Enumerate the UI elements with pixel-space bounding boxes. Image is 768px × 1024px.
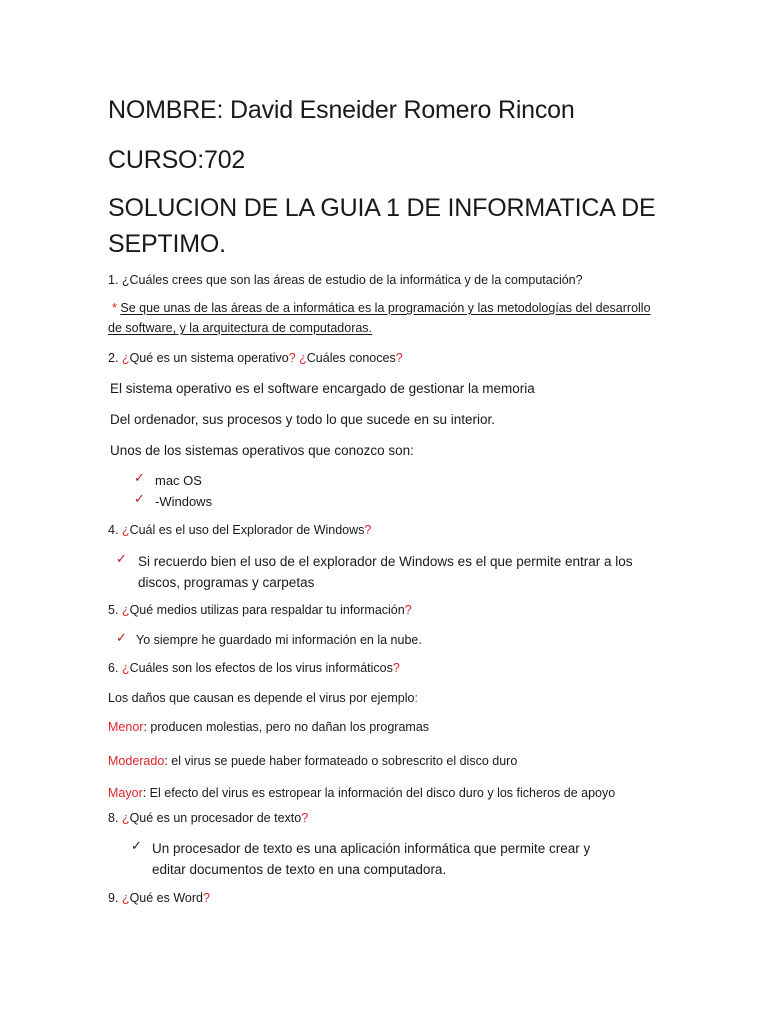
effect-menor (108, 721, 429, 734)
effect-menor-text: : producen molestias, pero no dañan los programas (143, 720, 430, 734)
question-5 (108, 604, 412, 617)
question-8-number: 8. (108, 811, 119, 825)
question-9-open-mark: ¿ (121, 891, 130, 905)
question-4-close-mark: ? (364, 523, 372, 537)
question-2 (108, 352, 403, 365)
question-6 (108, 662, 400, 675)
answer-2-line-1: El sistema operativo es el software encargado de gestionar la memoria (110, 381, 535, 396)
question-9 (108, 892, 210, 905)
effect-mayor-label: Mayor (108, 786, 143, 800)
answer-8-line-2: editar documentos de texto en una computadora. (152, 862, 447, 877)
question-9-close-mark: ? (202, 891, 210, 905)
answer-1-text-1: Se que unas de las áreas de a informática es la programación y las metodologías del desarrollo (120, 301, 651, 315)
question-4-number: 4. (108, 523, 119, 537)
question-5-close-mark: ? (404, 603, 412, 617)
answer-6-intro-colon: : (414, 691, 418, 705)
question-4-text: Cuál es el uso del Explorador de Windows (129, 523, 365, 537)
question-4-open-mark: ¿ (121, 523, 130, 537)
question-2-number: 2. (108, 351, 119, 365)
question-5-open-mark: ¿ (121, 603, 130, 617)
question-2-text-b: Cuáles conoces (306, 351, 396, 365)
effect-menor-label: Menor (108, 720, 144, 734)
answer-1-line-2: de software, y la arquitectura de computadoras. (108, 321, 373, 335)
question-6-number: 6. (108, 661, 119, 675)
question-8-text: Qué es un procesador de texto (129, 811, 302, 825)
question-9-number: 9. (108, 891, 119, 905)
question-2-open-mark: ¿ (121, 351, 130, 365)
question-8-close-mark: ? (301, 811, 309, 825)
effect-mayor (108, 787, 615, 800)
checkmark-icon: ✓ (134, 471, 145, 486)
effect-moderado-label: Moderado (108, 754, 165, 768)
question-2-close-mark: ? (288, 351, 296, 365)
answer-1-star: * (112, 301, 117, 315)
checkmark-icon: ✓ (134, 492, 145, 507)
question-6-close-mark: ? (392, 661, 400, 675)
checkmark-icon: ✓ (116, 552, 127, 567)
question-2-text-a: Qué es un sistema operativo (129, 351, 289, 365)
title-line-1: SOLUCION DE LA GUIA 1 DE INFORMATICA DE (108, 194, 656, 222)
question-4 (108, 524, 371, 537)
question-1: 1. ¿Cuáles crees que son las áreas de estudio de la informática y de la computación? (108, 273, 583, 287)
question-5-text: Qué medios utilizas para respaldar tu información (129, 603, 405, 617)
os-item-1: mac OS (155, 473, 202, 488)
question-6-text: Cuáles son los efectos de los virus informáticos (129, 661, 393, 675)
course: CURSO:702 (108, 146, 246, 174)
answer-8-line-1: Un procesador de texto es una aplicación informática que permite crear y (152, 841, 591, 856)
question-2-close-mark-b: ? (395, 351, 403, 365)
question-8 (108, 812, 308, 825)
answer-1-line-1 (112, 302, 651, 315)
question-6-open-mark: ¿ (121, 661, 130, 675)
answer-2-line-2: Del ordenador, sus procesos y todo lo que sucede en su interior. (110, 412, 495, 427)
question-8-open-mark: ¿ (121, 811, 130, 825)
os-item-2: -Windows (155, 494, 213, 509)
checkmark-icon: ✓ (131, 839, 142, 854)
effect-mayor-text: : El efecto del virus es estropear la información del disco duro y los ficheros de apoyo (142, 786, 616, 800)
answer-5: Yo siempre he guardado mi información en la nube. (136, 633, 422, 647)
answer-2-line-3: Unos de los sistemas operativos que conozco son: (110, 443, 414, 458)
student-name: NOMBRE: David Esneider Romero Rincon (108, 96, 575, 124)
title-line-2: SEPTIMO. (108, 230, 226, 258)
question-5-number: 5. (108, 603, 119, 617)
effect-moderado-text: : el virus se puede haber formateado o sobrescrito el disco duro (164, 754, 518, 768)
question-9-text: Qué es Word (129, 891, 203, 905)
answer-6-intro-text: Los daños que causan es depende el virus por ejemplo (108, 691, 415, 705)
answer-4-line-2: discos, programas y carpetas (138, 575, 315, 590)
effect-moderado (108, 755, 517, 768)
question-2-open-mark-b: ¿ (299, 351, 307, 365)
answer-4-line-1: Si recuerdo bien el uso de el explorador de Windows es el que permite entrar a los (138, 554, 633, 569)
answer-6-intro (108, 692, 418, 705)
checkmark-icon: ✓ (116, 631, 127, 646)
